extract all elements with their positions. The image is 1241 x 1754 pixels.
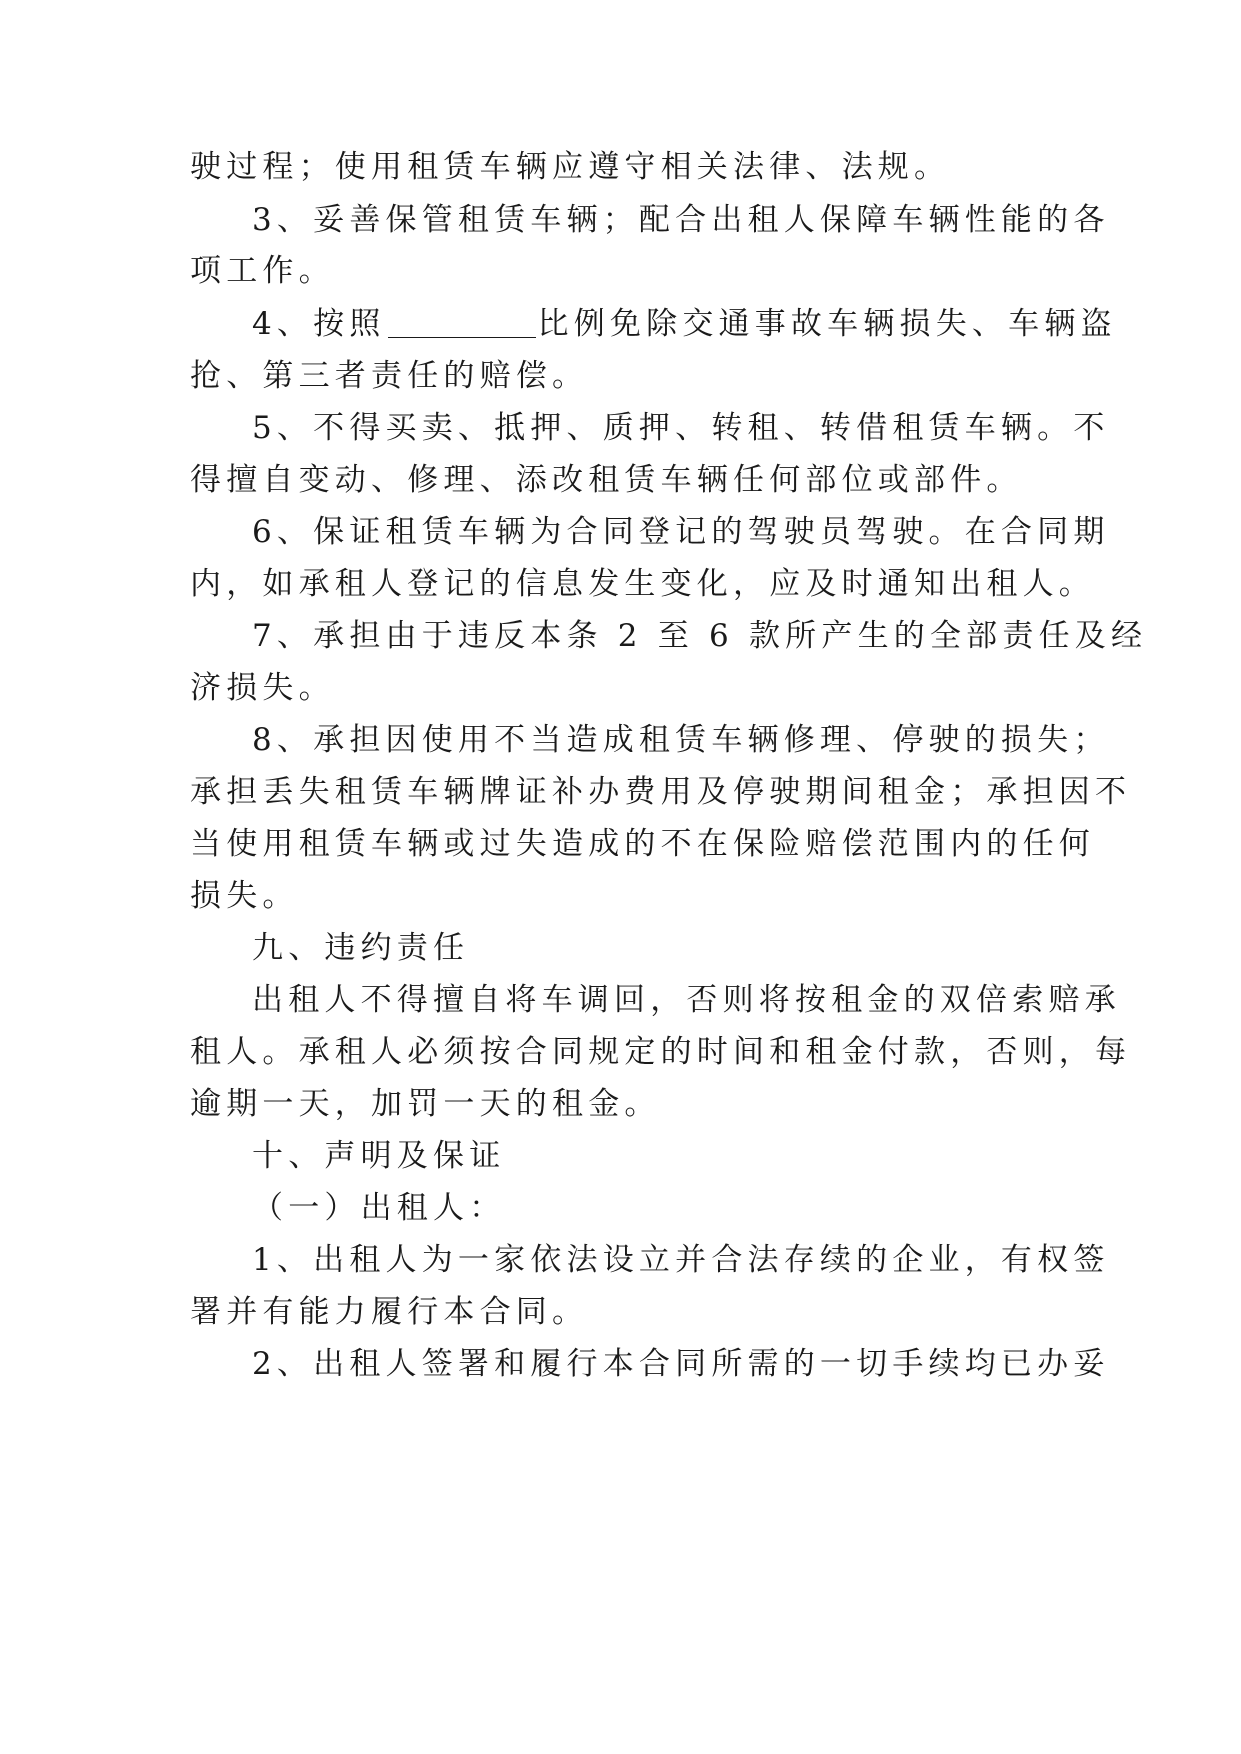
text-line: 3、妥善保管租赁车辆；配合出租人保障车辆性能的各: [252, 202, 1110, 238]
subsection-heading: （一）出租人：: [252, 1190, 506, 1226]
text-line: 抢、第三者责任的赔偿。: [190, 358, 589, 394]
fill-in-blank: [388, 307, 536, 338]
text-line: 8、承担因使用不当造成租赁车辆修理、停驶的损失；: [252, 722, 1110, 758]
text-line: 得擅自变动、修理、添改租赁车辆任何部位或部件。: [190, 462, 1023, 498]
text-segment: 4、按照: [252, 306, 386, 342]
text-line: 6、保证租赁车辆为合同登记的驾驶员驾驶。在合同期: [252, 514, 1110, 550]
text-line: 7、承担由于违反本条 2 至 6 款所产生的全部责任及经: [252, 618, 1148, 654]
text-segment: 比例免除交通事故车辆损失、车辆盗: [537, 306, 1117, 342]
text-line: 损失。: [190, 878, 299, 914]
text-line-with-blank: [252, 304, 1117, 344]
text-line: 济损失。: [190, 670, 335, 706]
text-line: 当使用租赁车辆或过失造成的不在保险赔偿范围内的任何: [190, 826, 1095, 862]
text-line: 5、不得买卖、抵押、质押、转租、转借租赁车辆。不: [252, 410, 1110, 446]
section-heading: 九、违约责任: [252, 930, 470, 966]
text-line: 逾期一天，加罚一天的租金。: [190, 1086, 661, 1122]
text-line: 内，如承租人登记的信息发生变化，应及时通知出租人。: [190, 566, 1095, 602]
text-line: 驶过程；使用租赁车辆应遵守相关法律、法规。: [190, 149, 951, 185]
text-line: 2、出租人签署和履行本合同所需的一切手续均已办妥: [252, 1346, 1110, 1382]
text-line: 承担丢失租赁车辆牌证补办费用及停驶期间租金；承担因不: [190, 774, 1132, 810]
text-line: 1、出租人为一家依法设立并合法存续的企业，有权签: [252, 1242, 1110, 1278]
text-line: 署并有能力履行本合同。: [190, 1294, 589, 1330]
text-line: 租人。承租人必须按合同规定的时间和租金付款，否则，每: [190, 1034, 1132, 1070]
text-line: 出租人不得擅自将车调回，否则将按租金的双倍索赔承: [252, 982, 1121, 1018]
text-line: 项工作。: [190, 253, 335, 289]
section-heading: 十、声明及保证: [252, 1138, 506, 1174]
